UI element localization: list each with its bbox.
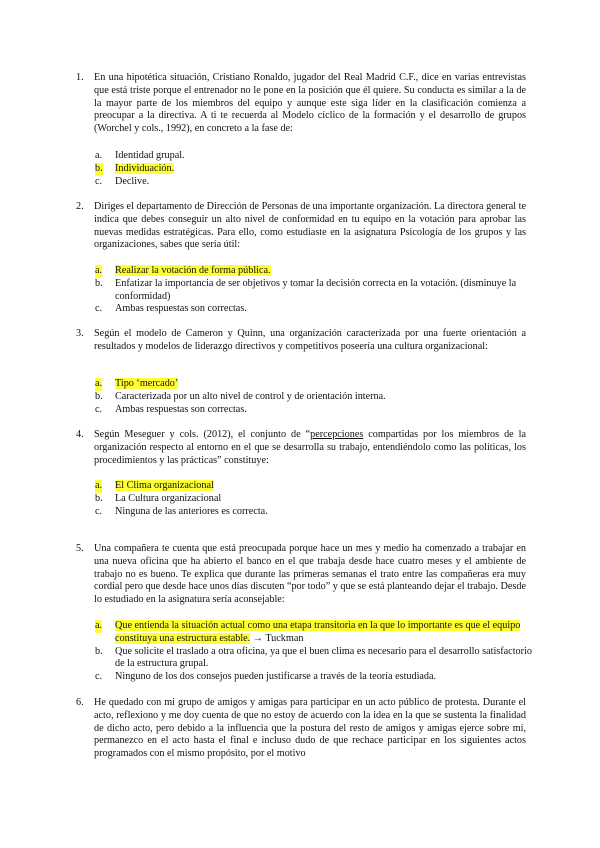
option-text-highlighted: Realizar la votación de forma pública. — [115, 265, 271, 276]
option-text: Enfatizar la importancia de ser objetivos y tomar la decisión correcta en la votación. (disminuye la conformidad) — [115, 277, 517, 302]
question-4-text — [94, 429, 526, 467]
question-4-text-before: Según Meseguer y cols. (2012), el conjunto de “ — [94, 429, 311, 440]
option-text: La Cultura organizacional — [115, 492, 222, 504]
option-2b — [95, 278, 535, 304]
option-text: Ambas respuestas son correctas. — [115, 303, 247, 315]
option-letter: a. — [95, 620, 103, 631]
question-6-text: He quedado con mi grupo de amigos y amigas para participar en un acto público de protesta. Durante el acto, reflexiono y me doy cuenta de que no estoy de acuerdo con la idea en la que se sustenta la finalidad de dicho acto, pero debido a la influencia que la postura del resto de amigos y amigas ejerce sobre mí, permanezco en el acto hasta el final e incluso dudo de que rechace participar en los siguientes actos programados con el mismo propósito, por el motivo — [94, 697, 526, 760]
option-letter: b. — [95, 645, 103, 657]
option-letter: a. — [95, 265, 103, 276]
question-5-options — [95, 620, 535, 684]
question-1-number: 1. — [76, 72, 84, 83]
option-letter: b. — [95, 162, 103, 174]
option-letter: c. — [95, 671, 103, 683]
question-2-options — [95, 265, 535, 316]
option-4c — [95, 506, 535, 519]
option-3a — [95, 378, 535, 391]
question-2-text: Diriges el departamento de Dirección de Personas de una importante organización. La directora general te indica que debes conseguir un alto nivel de conformidad en tu equipo en la votación para aprobar las nuevas medidas estratégicas. Para ello, como estudiaste en la asignatura Psicología de los grupos y las organizaciones, sabes que sería útil: — [94, 201, 526, 251]
option-5b — [95, 646, 535, 672]
option-text: Que solicite el traslado a otra oficina, ya que el buen clima es necesario para el desarrollo satisfactorio de la estructura grupal. — [115, 645, 532, 670]
option-text-highlighted: Individuación. — [115, 162, 175, 174]
option-5a — [95, 620, 535, 646]
option-text: Declive. — [115, 175, 150, 187]
option-letter: b. — [95, 390, 103, 402]
option-text: Ninguna de las anteriores es correcta. — [115, 505, 268, 517]
option-letter: c. — [95, 505, 103, 517]
question-6-number: 6. — [76, 697, 84, 708]
option-letter: b. — [95, 492, 103, 504]
question-4-options — [95, 480, 535, 518]
question-5-text: Una compañera te cuenta que está preocupada porque hace un mes y medio ha comenzado a trabajar en una nueva oficina que ha abierto el banco en el que trabaja desde hace cuatro meses y el ambiente de trabajo no es bueno. Te explica que durante las primeras semanas el trato entre las compañeras era muy cordial pero que desde hace unos días discuten “por todo” y que se está planteando dejar el trabajo. Desde lo estudiado en la asignatura sería aconsejable: — [94, 543, 526, 606]
option-text-highlighted: Tipo ‘mercado’ — [115, 378, 179, 389]
option-1a — [95, 150, 535, 163]
question-2-number: 2. — [76, 201, 84, 212]
question-3-number: 3. — [76, 328, 84, 339]
option-text: Caracterizada por un alto nivel de control y de orientación interna. — [115, 390, 386, 402]
option-letter: c. — [95, 303, 103, 315]
option-2a — [95, 265, 535, 278]
option-text-highlighted: El Clima organizacional — [115, 480, 214, 491]
question-5-number: 5. — [76, 543, 84, 554]
option-text-highlighted: Que entienda la situación actual como una etapa transitoria en la que lo importante es que el equipo constituya una estructura estable. — [115, 620, 521, 644]
option-2c — [95, 303, 535, 316]
question-1-options — [95, 150, 535, 188]
option-text: Ambas respuestas son correctas. — [115, 403, 247, 415]
option-note: → Tuckman — [250, 632, 304, 644]
option-5c — [95, 671, 535, 684]
question-4-underlined-term: percepciones — [310, 429, 364, 440]
option-text: Ninguno de los dos consejos pueden justificarse a través de la teoría estudiada. — [115, 671, 437, 683]
option-letter: c. — [95, 175, 103, 187]
option-letter: a. — [95, 150, 103, 161]
option-letter: a. — [95, 480, 103, 491]
option-4a — [95, 480, 535, 493]
option-letter: b. — [95, 277, 103, 289]
option-1b — [95, 163, 535, 176]
option-text: Identidad grupal. — [115, 150, 185, 161]
question-4-number: 4. — [76, 429, 84, 440]
question-3-options — [95, 378, 535, 416]
question-1-text: En una hipotética situación, Cristiano Ronaldo, jugador del Real Madrid C.F., dice en varias entrevistas que está triste porque el entrenador no le pone en la posición que él quiere. Su conducta es similar a la de la mayor parte de los miembros del equipo y aunque este siga líder en la clasificación comienza a preocupar a la directiva. A ti te recuerda al Modelo cíclico de la formación y el desarrollo de grupos (Worchel y cols., 1992), en concreto a la fase de: — [94, 72, 526, 135]
option-3b — [95, 391, 535, 404]
option-3c — [95, 404, 535, 417]
option-letter: c. — [95, 403, 103, 415]
question-4-text-after: compartidas por los miembros de la organización respecto al entorno en el que se desarrolla su trabajo, entendiéndolo como las políticas, los procedimientos y las prácticas” constituye: — [94, 429, 526, 466]
option-4b — [95, 493, 535, 506]
option-1c — [95, 176, 535, 189]
option-letter: a. — [95, 378, 103, 389]
question-3-text: Según el modelo de Cameron y Quinn, una organización caracterizada por una fuerte orientación a resultados y modelos de liderazgo directivos y competitivos poseería una cultura organizacional: — [94, 328, 526, 352]
